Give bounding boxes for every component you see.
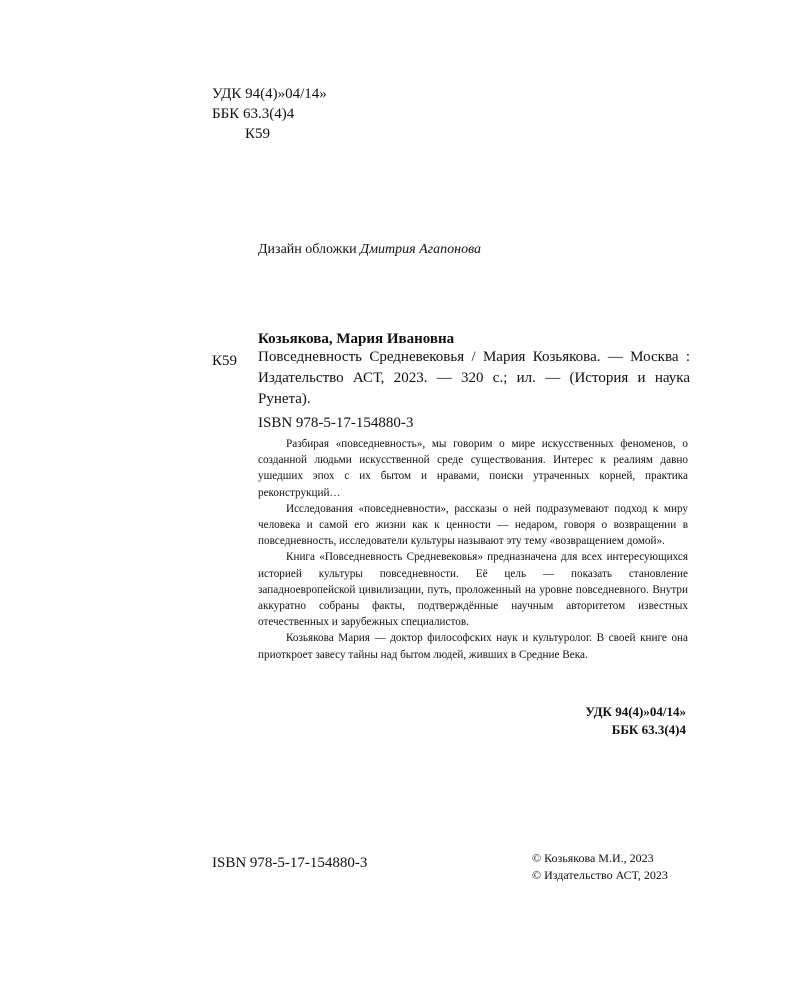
bibliographic-text: Повседневность Средневековья / Мария Козьякова. — Москва : Издательство АСТ, 2023. — 320 с.; ил. — (История и наука Рунета). <box>258 349 690 407</box>
udk-code-footer: УДК 94(4)»04/14» <box>585 704 686 719</box>
annotation-paragraph: Исследования «повседневности», рассказы о ней подразумевают подход к миру человека и самой его жизни как к ценности — недаром, говоря о возвращении в повседневность, исследователи культуры называют эту тему «возвращением домой». <box>258 502 688 548</box>
bibliographic-description <box>258 347 690 410</box>
bbk-code: ББК 63.3(4)4 <box>212 106 295 122</box>
cover-designer-name: Дмитрия Агапонова <box>360 242 482 257</box>
copyright-publisher: © Издательство АСТ, 2023 <box>532 868 668 882</box>
annotation-paragraph: Козьякова Мария — доктор философских наук и культуролог. В своей книге она приоткроет завесу тайны над бытом людей, живших в Средние Века. <box>258 632 688 661</box>
cover-design-label: Дизайн обложки <box>258 242 357 257</box>
annotation <box>258 436 688 663</box>
footer-isbn: ISBN 978-5-17-154880-3 <box>212 855 368 871</box>
annotation-paragraph: Книга «Повседневность Средневековья» предназначена для всех интересующихся историей культуры повседневности. Её цель — показать становление западноевропейской цивилизации, путь, проложенный на уровне повседневного. Внутри аккуратно собраны факты, подтверждённые научным авторитетом известных отечественных и зарубежных специалистов. <box>258 551 688 629</box>
cover-design-credit <box>258 242 481 258</box>
author-name: Козьякова, Мария Ивановна <box>258 331 455 347</box>
classification-footer <box>400 703 686 739</box>
catalog-isbn: ISBN 978-5-17-154880-3 <box>258 415 414 431</box>
catalog-cutter-code: К59 <box>212 353 238 369</box>
bbk-code-footer: ББК 63.3(4)4 <box>611 722 686 737</box>
annotation-paragraph: Разбирая «повседневность», мы говорим о мире искусственных феноменов, о созданной людьми искусственной среде существования. Интерес к реалиям давно ушедших эпох с их бытом и нравами, поиски утраченных корней, практика реконструкций… <box>258 438 688 499</box>
udk-code: УДК 94(4)»04/14» <box>212 86 327 102</box>
copyright-block <box>532 850 668 884</box>
copyright-author: © Козьякова М.И., 2023 <box>532 851 654 865</box>
cutter-code: К59 <box>245 126 271 142</box>
classification-header <box>212 84 327 144</box>
